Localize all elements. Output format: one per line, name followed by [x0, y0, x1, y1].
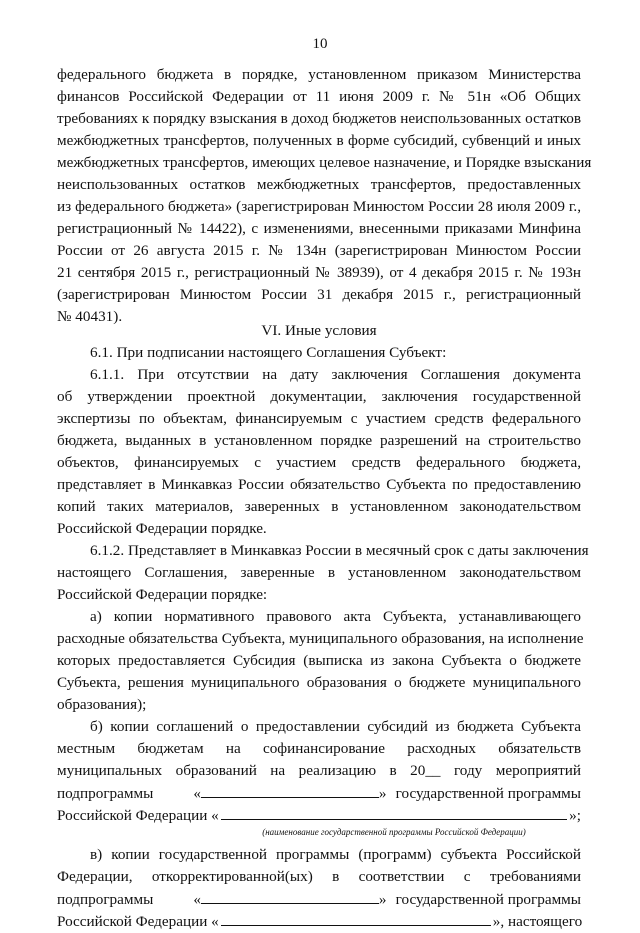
blank-caption: (наименование государственной программы Российской Федерации) — [262, 827, 526, 837]
subprogram-blank — [201, 888, 379, 904]
quote-close: » — [378, 891, 387, 908]
subprogram-suffix: государственной программы — [395, 891, 581, 908]
section-heading: VI. Иные условия — [261, 322, 377, 339]
text-line: расходные обязательства Субъекта, муниципального образования, на исполнение — [57, 630, 584, 647]
item-b — [57, 716, 581, 839]
text-line: а) копии нормативного правового акта Субъекта, устанавливающего — [90, 608, 581, 625]
rf-program-line — [57, 804, 581, 826]
text-line: № 40431). — [57, 308, 123, 325]
text-line: экспертизы по объектам, финансируемым с участием средств федерального — [57, 410, 581, 427]
text-line: федерального бюджета в порядке, установленном приказом Министерства — [57, 66, 581, 83]
text-line: копий таких материалов, заверенных в установленном законодательством — [57, 498, 581, 515]
section-six — [57, 320, 589, 932]
rf-prefix: Российской Федерации « — [57, 913, 219, 930]
rf-suffix: », настоящего — [492, 913, 583, 930]
text-line: (зарегистрирован Минюстом России 31 декабря 2015 г., регистрационный — [57, 286, 581, 303]
rf-suffix: »; — [569, 807, 581, 824]
subprogram-suffix: государственной программы — [395, 785, 581, 802]
text-line: требованиях к порядку взыскания в доход бюджетов неиспользованных остатков — [57, 110, 582, 127]
clause-6-1: 6.1. При подписании настоящего Соглашения Субъект: — [90, 344, 447, 361]
text-line: об утверждении проектной документации, заключения государственной — [57, 388, 581, 405]
text-line: Российской Федерации порядке: — [57, 586, 268, 603]
text-line: в) копии государственной программы (программ) субъекта Российской — [90, 846, 581, 863]
rf-program-line — [57, 910, 581, 932]
text-line: настоящего Соглашения, заверенные в установленном законодательством — [57, 564, 581, 581]
text-line: межбюджетных трансфертов, полученных в форме субсидий, субвенций и иных — [57, 132, 581, 149]
item-a — [57, 606, 584, 716]
text-line: межбюджетных трансфертов, имеющих целевое назначение, и Порядке взыскания — [57, 154, 592, 171]
subprogram-prefix: подпрограммы — [57, 785, 154, 802]
subprogram-blank — [201, 782, 379, 798]
text-line: образования); — [57, 696, 147, 713]
quote-open: « — [193, 891, 201, 908]
program-name-blank — [221, 804, 567, 820]
text-line: регистрационный № 14422), с изменениями, внесенными приказами Минфина — [57, 220, 581, 237]
page-number: 10 — [312, 36, 328, 52]
text-line: представляет в Минкавказ России обязательство Субъекта по предоставлению — [57, 476, 581, 493]
text-line: России от 26 августа 2015 г. № 134н (зарегистрирован Минюстом России — [57, 242, 581, 259]
paragraph-regulation-reference — [57, 64, 592, 328]
text-line: которых предоставляется Субсидия (выписка из закона Субъекта о бюджете — [57, 652, 581, 669]
text-line: 6.1.2. Представляет в Минкавказ России в месячный срок с даты заключения — [90, 542, 589, 559]
subprogram-line — [57, 888, 581, 910]
text-line: 6.1.1. При отсутствии на дату заключения Соглашения документа — [90, 366, 581, 383]
subprogram-line — [57, 782, 581, 804]
text-line: местным бюджетам на софинансирование расходных обязательств — [57, 740, 581, 757]
text-line: финансов Российской Федерации от 11 июня 2009 г. № 51н «Об Общих — [57, 88, 581, 105]
text-line: б) копии соглашений о предоставлении субсидий из бюджета Субъекта — [90, 718, 581, 735]
text-line: неиспользованных остатков межбюджетных трансфертов, предоставленных — [57, 176, 581, 193]
quote-open: « — [193, 785, 201, 802]
program-name-blank — [221, 910, 491, 926]
clause-6-1-1 — [57, 364, 581, 540]
text-line: муниципальных образований на реализацию в 20__ году мероприятий — [57, 762, 581, 779]
text-line: объектов, финансируемых с участием средств федерального бюджета, — [57, 454, 581, 471]
quote-close: » — [378, 785, 387, 802]
rf-prefix: Российской Федерации « — [57, 807, 219, 824]
text-line: Субъекта, решения муниципального образования о бюджете муниципального — [57, 674, 581, 691]
subprogram-prefix: подпрограммы — [57, 891, 154, 908]
clause-6-1-2 — [57, 540, 589, 606]
text-line: 21 сентября 2015 г., регистрационный № 38939), от 4 декабря 2015 г. № 193н — [57, 264, 581, 281]
text-line: Федерации, откорректированной(ых) в соответствии с требованиями — [57, 868, 581, 885]
text-line: бюджета, выданных в установленном порядке разрешений на строительство — [57, 432, 581, 449]
text-line: Российской Федерации порядке. — [57, 520, 267, 537]
item-v — [57, 844, 581, 932]
text-line: из федерального бюджета» (зарегистрирован Минюстом России 28 июля 2009 г., — [57, 198, 581, 215]
